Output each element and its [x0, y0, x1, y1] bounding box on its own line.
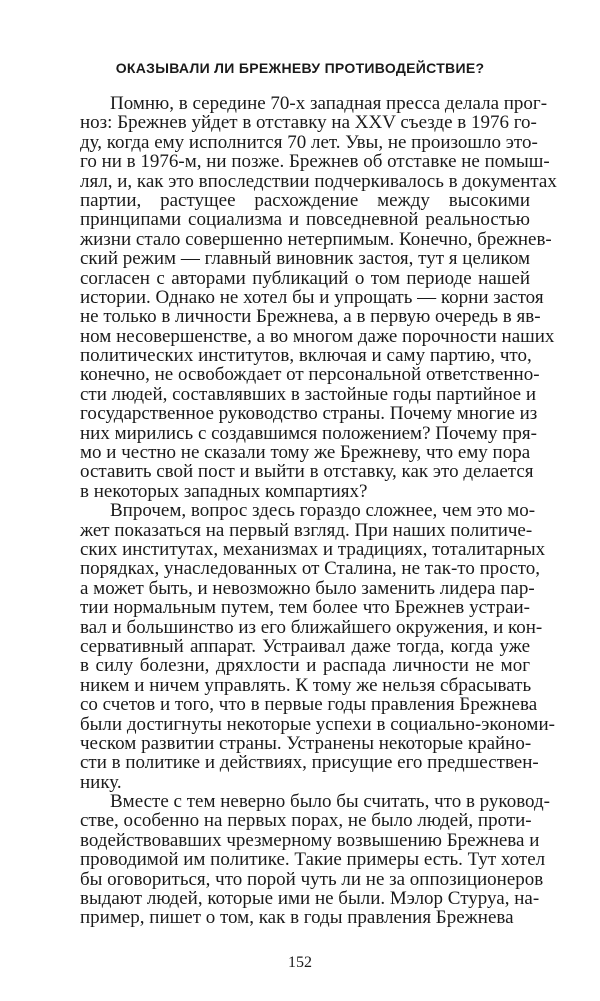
text-line: никем и ничем управлять. К тому же нельзя сбрасывать [80, 674, 532, 696]
text-line: го ни в 1976-м, ни позже. Брежнев об отставке не помыш- [80, 151, 550, 173]
text-line: принципами социализма и повседневной реальностью [80, 209, 530, 231]
text-line: них мирились с создавшимся положением? Почему пря- [80, 422, 537, 444]
text-line: в силу болезни, дряхлости и распада личности не мог [80, 655, 530, 677]
text-line: тии нормальным путем, тем более что Брежнев устраи- [80, 597, 530, 619]
text-line: жизни стало совершенно нетерпимым. Конечно, брежнев- [80, 228, 552, 250]
text-line: партии, растущее расхождение между высокими [80, 189, 530, 211]
text-line: истории. Однако не хотел бы и упрощать — корни застоя [80, 286, 544, 308]
text-line: Впрочем, вопрос здесь гораздо сложнее, чем это мо- [110, 500, 536, 522]
text-line: бы оговориться, что порой чуть ли не за оппозиционеров [80, 868, 544, 890]
text-line: выдают людей, которые ими не были. Мэлор Стуруа, на- [80, 888, 540, 910]
text-line: со счетов и того, что в первые годы правления Брежнева [80, 694, 538, 716]
text-line: политических институтов, включая и саму партию, что, [80, 345, 532, 367]
text-line: сервативный аппарат. Устраивал даже тогда, когда уже [80, 635, 530, 657]
text-line: сти в политике и действиях, присущие его предшествен- [80, 752, 539, 774]
text-line: ский режим — главный виновник застоя, тут я целиком [80, 248, 530, 270]
text-line: пример, пишет о том, как в годы правления Брежнева [80, 907, 514, 929]
text-line: нику. [80, 771, 122, 793]
chapter-heading: ОКАЗЫВАЛИ ЛИ БРЕЖНЕВУ ПРОТИВОДЕЙСТВИЕ? [115, 60, 485, 76]
text-line: Помню, в середине 70-х западная пресса делала прог- [110, 93, 548, 114]
text-line: ских институтах, механизмах и традициях, тоталитарных [80, 538, 546, 560]
text-line: ческом развитии страны. Устранены некоторые крайно- [80, 732, 532, 754]
text-line: а может быть, и невозможно было заменить лидера пар- [80, 577, 535, 599]
text-line: не только в личности Брежнева, а в первую очередь в яв- [80, 306, 541, 328]
text-line: ноз: Брежнев уйдет в отставку на XXV съезде в 1976 го- [80, 112, 537, 134]
text-line: вал и большинство из его ближайшего окружения, и кон- [80, 616, 543, 638]
body-text [80, 93, 557, 929]
page-number: 152 [288, 954, 312, 971]
text-line: жет показаться на первый взгляд. При наших политиче- [80, 519, 533, 541]
text-line: лял, и, как это впоследствии подчеркивалось в документах [80, 170, 557, 192]
text-line: Вместе с тем неверно было бы считать, что в руковод- [110, 791, 550, 813]
text-line: порядках, унаследованных от Сталина, не так-то просто, [80, 558, 540, 580]
text-line: были достигнуты некоторые успехи в социально-экономи- [80, 713, 555, 735]
text-line: согласен с авторами публикаций о том периоде нашей [80, 267, 530, 289]
text-line: мо и честно не сказали тому же Брежневу, что ему пора [80, 442, 531, 464]
text-line: ду, когда ему исполнится 70 лет. Увы, не произошло это- [80, 131, 538, 153]
text-line: конечно, не освобождает от персональной ответственно- [80, 364, 540, 386]
text-line: в некоторых западных компартиях? [80, 480, 368, 502]
text-line: стве, особенно на первых порах, не было людей, проти- [80, 810, 532, 832]
text-line: водействовавших чрезмерному возвышению Брежнева и [80, 829, 540, 851]
text-line: сти людей, составлявших в застойные годы партийное и [80, 383, 537, 405]
text-line: проводимой им политике. Такие примеры есть. Тут хотел [80, 849, 546, 871]
text-line: государственное руководство страны. Почему многие из [80, 403, 538, 425]
text-line: оставить свой пост и выйти в отставку, как это делается [80, 461, 534, 483]
text-line: ном несовершенстве, а во многом даже порочности наших [80, 325, 555, 347]
